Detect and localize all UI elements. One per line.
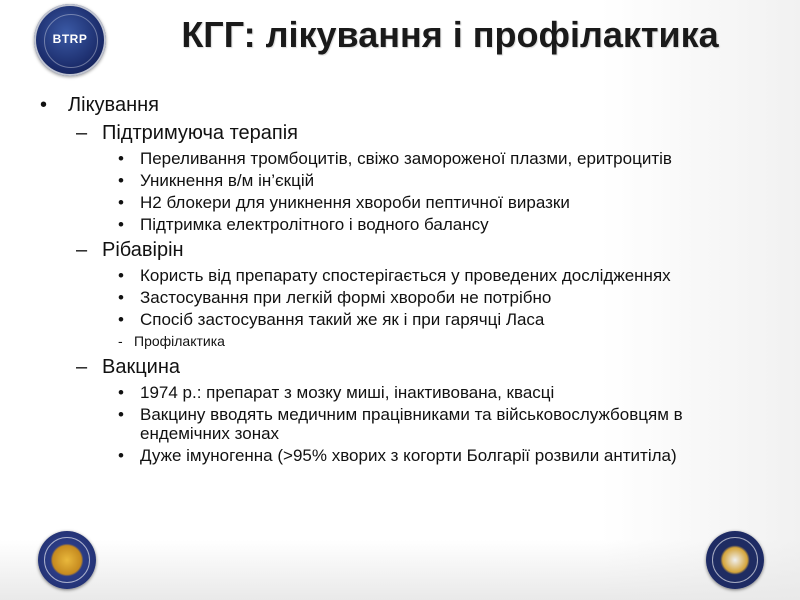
dash-icon: - bbox=[118, 333, 123, 349]
bottom-shade bbox=[0, 540, 800, 600]
dash-icon: – bbox=[76, 122, 88, 144]
level3-item bbox=[30, 310, 730, 329]
item-label: Рібавірін bbox=[102, 239, 184, 261]
item-label: Підтримуюча терапія bbox=[102, 122, 298, 144]
item-text: H2 блокери для уникнення хвороби пептичної виразки bbox=[140, 193, 570, 212]
slide-title: КГГ: лікування і профілактика bbox=[181, 14, 719, 55]
level3-item bbox=[30, 446, 730, 465]
slide-content bbox=[30, 92, 730, 468]
dash-icon: – bbox=[76, 356, 88, 378]
level3-item bbox=[30, 215, 730, 234]
bullet-icon: • bbox=[118, 171, 124, 190]
level3-item bbox=[30, 171, 730, 190]
bullet-icon: • bbox=[118, 149, 124, 168]
bullet-icon: • bbox=[118, 215, 124, 234]
level1-item-treatment bbox=[30, 92, 730, 118]
btrp-logo bbox=[34, 4, 106, 76]
item-text: Переливання тромбоцитів, свіжо замороженої плазми, еритроцитів bbox=[140, 149, 672, 168]
level3-item bbox=[30, 405, 730, 443]
level2-item-vaccine bbox=[30, 354, 730, 380]
agency-seal-icon bbox=[706, 531, 764, 589]
item-text: Користь від препарату спостерігається у проведених дослідженнях bbox=[140, 266, 671, 285]
seal-ring bbox=[712, 537, 758, 583]
level2-item-supportive bbox=[30, 120, 730, 146]
bullet-icon: • bbox=[118, 446, 124, 465]
bullet-icon: • bbox=[118, 310, 124, 329]
item-text: Уникнення в/м ін’єкцій bbox=[140, 171, 315, 190]
level3-item bbox=[30, 288, 730, 307]
item-text: Застосування при легкій формі хвороби не потрібно bbox=[140, 288, 552, 307]
level3-item bbox=[30, 266, 730, 285]
bullet-icon: • bbox=[118, 288, 124, 307]
level3-item bbox=[30, 149, 730, 168]
item-label: Профілактика bbox=[134, 333, 225, 349]
bullet-icon: • bbox=[118, 266, 124, 285]
seal-ring bbox=[44, 537, 90, 583]
item-text: Вакцину вводять медичним працівниками та військовослужбовцям в ендемічних зонах bbox=[140, 405, 683, 443]
item-text: 1974 р.: препарат з мозку миші, інактивована, квасці bbox=[140, 383, 555, 402]
dash-icon: – bbox=[76, 239, 88, 261]
dod-seal-icon bbox=[38, 531, 96, 589]
bullet-icon: • bbox=[40, 94, 48, 116]
bullet-icon: • bbox=[118, 405, 124, 424]
level2-item-ribavirin bbox=[30, 237, 730, 263]
bullet-icon: • bbox=[118, 193, 124, 212]
item-label: Вакцина bbox=[102, 356, 181, 378]
level3-item bbox=[30, 193, 730, 212]
logo-text: BTRP bbox=[52, 32, 88, 46]
item-text: Спосіб застосування такий же як і при гарячці Ласа bbox=[140, 310, 545, 329]
bullet-icon: • bbox=[118, 383, 124, 402]
prevention-item bbox=[30, 332, 730, 351]
item-text: Підтримка електролітного і водного балансу bbox=[140, 215, 489, 234]
item-label: Лікування bbox=[68, 94, 159, 116]
item-text: Дуже імуногенна (>95% хворих з когорти Болгарії розвили антитіла) bbox=[140, 446, 677, 465]
level3-item bbox=[30, 383, 730, 402]
